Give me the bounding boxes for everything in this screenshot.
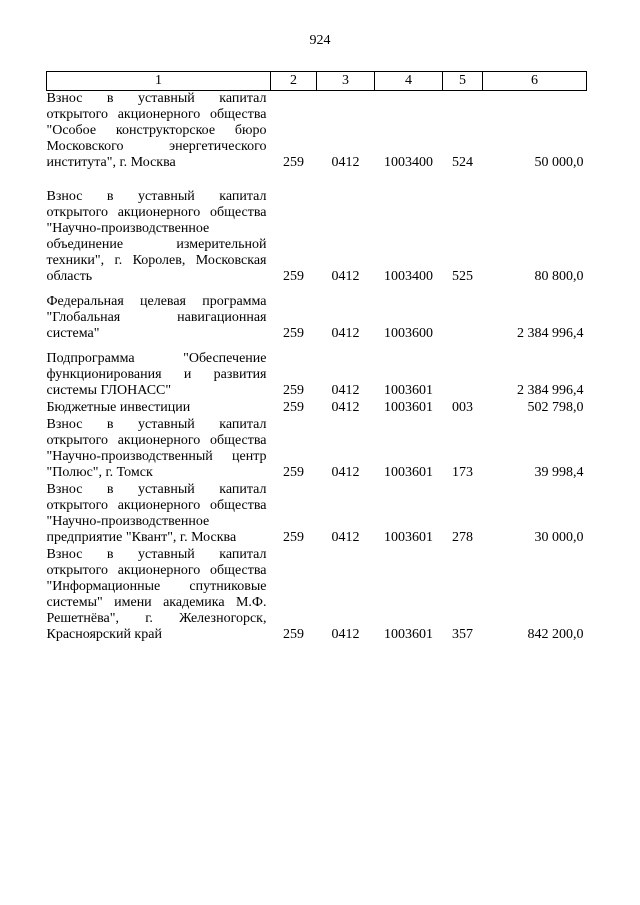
row-code-2: 259 (283, 400, 304, 415)
row-name: Подпрограмма "Обеспечение функционирования и развития системы ГЛОНАСС" (46, 351, 267, 398)
row-code-3: 0412 (331, 530, 360, 545)
row-code-2: 259 (283, 326, 304, 341)
row-code-4: 1003601 (384, 465, 433, 480)
row-code-2: 259 (283, 383, 304, 398)
row-code-4: 1003400 (384, 269, 433, 284)
row-amount: 2 384 996,4 (517, 326, 584, 341)
table-header-row (47, 72, 587, 91)
row-code-3: 0412 (331, 155, 360, 170)
row-name: Взнос в уставный капитал открытого акционерного общества "Научно-производственное объединение измерительной техники", г. Королев, Московская область (46, 189, 267, 284)
row-name: Взнос в уставный капитал открытого акционерного общества "Информационные спутниковые системы" имени академика М.Ф. Решетнёва", г. Железногорск, Красноярский край (46, 547, 267, 642)
table-row (47, 189, 587, 294)
table-row (47, 417, 587, 482)
row-code-5: 357 (452, 627, 473, 642)
row-code-2: 259 (283, 155, 304, 170)
row-code-4: 1003600 (384, 326, 433, 341)
row-name: Взнос в уставный капитал открытого акционерного общества "Научно-производственное предприятие "Квант", г. Москва (46, 482, 267, 545)
row-code-4: 1003601 (384, 627, 433, 642)
row-code-4: 1003601 (384, 530, 433, 545)
row-amount: 842 200,0 (527, 627, 584, 642)
page-number: 924 (309, 33, 331, 48)
row-code-5 (443, 351, 483, 400)
table-row (47, 547, 587, 643)
row-code-4: 1003601 (384, 383, 433, 398)
row-code-2: 259 (283, 269, 304, 284)
row-amount: 30 000,0 (534, 530, 584, 545)
row-amount: 80 800,0 (534, 269, 584, 284)
row-code-2: 259 (283, 627, 304, 642)
row-name: Взнос в уставный капитал открытого акционерного общества "Научно-производственный центр "Полюс", г. Томск (46, 417, 267, 480)
row-code-3: 0412 (331, 465, 360, 480)
header-col-2: 2 (271, 72, 317, 91)
row-name: Бюджетные инвестиции (46, 400, 191, 415)
table-row (47, 400, 587, 417)
row-amount: 2 384 996,4 (517, 383, 584, 398)
header-col-4: 4 (375, 72, 443, 91)
header-col-1: 1 (47, 72, 271, 91)
row-amount: 502 798,0 (527, 400, 584, 415)
row-amount: 50 000,0 (534, 155, 584, 170)
table-row (47, 294, 587, 351)
row-code-4: 1003601 (384, 400, 433, 415)
row-code-5: 173 (452, 465, 473, 480)
table-row (47, 482, 587, 547)
budget-table (46, 71, 587, 643)
table-row (47, 351, 587, 400)
row-name: Взнос в уставный капитал открытого акционерного общества "Особое конструкторское бюро Московского энергетического института", г. Москва (46, 91, 267, 170)
row-code-2: 259 (283, 465, 304, 480)
row-code-5: 278 (452, 530, 473, 545)
row-code-3: 0412 (331, 326, 360, 341)
row-code-3: 0412 (331, 627, 360, 642)
row-code-2: 259 (283, 530, 304, 545)
table-row (47, 91, 587, 190)
row-code-5 (443, 294, 483, 351)
row-code-5: 525 (452, 269, 473, 284)
row-code-3: 0412 (331, 400, 360, 415)
row-name: Федеральная целевая программа "Глобальная навигационная система" (46, 294, 267, 341)
header-col-5: 5 (443, 72, 483, 91)
row-code-5: 003 (452, 400, 473, 415)
row-amount: 39 998,4 (534, 465, 584, 480)
row-code-3: 0412 (331, 269, 360, 284)
row-code-4: 1003400 (384, 155, 433, 170)
header-col-6: 6 (483, 72, 587, 91)
header-col-3: 3 (317, 72, 375, 91)
row-code-3: 0412 (331, 383, 360, 398)
row-code-5: 524 (452, 155, 473, 170)
